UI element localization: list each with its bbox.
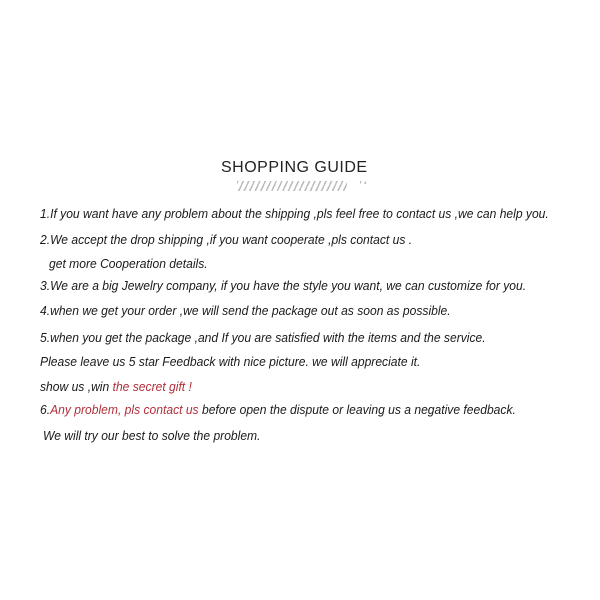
gift-prefix: show us ,win (40, 379, 113, 394)
decorative-stripes (237, 181, 347, 191)
guide-line-4: 4.when we get your order ,we will send the package out as soon as possible. (40, 303, 451, 318)
guide-line-3: 3.We are a big Jewelry company, if you have the style you want, we can customize for you. (40, 278, 527, 293)
line-6-number: 6. (40, 402, 51, 417)
page-title: SHOPPING GUIDE (221, 159, 368, 176)
contact-us-highlight: Any problem, pls contact us (50, 402, 199, 417)
guide-line-2-cont: get more Cooperation details. (49, 256, 208, 271)
guide-line-7: We will try our best to solve the problem. (43, 428, 261, 443)
guide-line-6 (40, 402, 516, 417)
guide-line-5-feedback: Please leave us 5 star Feedback with nice picture. we will appreciate it. (40, 354, 421, 369)
secret-gift-highlight: the secret gift ! (112, 379, 192, 394)
guide-line-5: 5.when you get the package ,and If you are satisfied with the items and the service. (40, 330, 486, 345)
decorative-tick (360, 181, 366, 184)
line-6-rest: before open the dispute or leaving us a negative feedback. (198, 402, 516, 417)
guide-line-1: 1.If you want have any problem about the shipping ,pls feel free to contact us ,we can help you. (40, 206, 549, 221)
guide-line-5-gift (40, 379, 192, 394)
guide-line-2: 2.We accept the drop shipping ,if you want cooperate ,pls contact us . (40, 232, 413, 247)
